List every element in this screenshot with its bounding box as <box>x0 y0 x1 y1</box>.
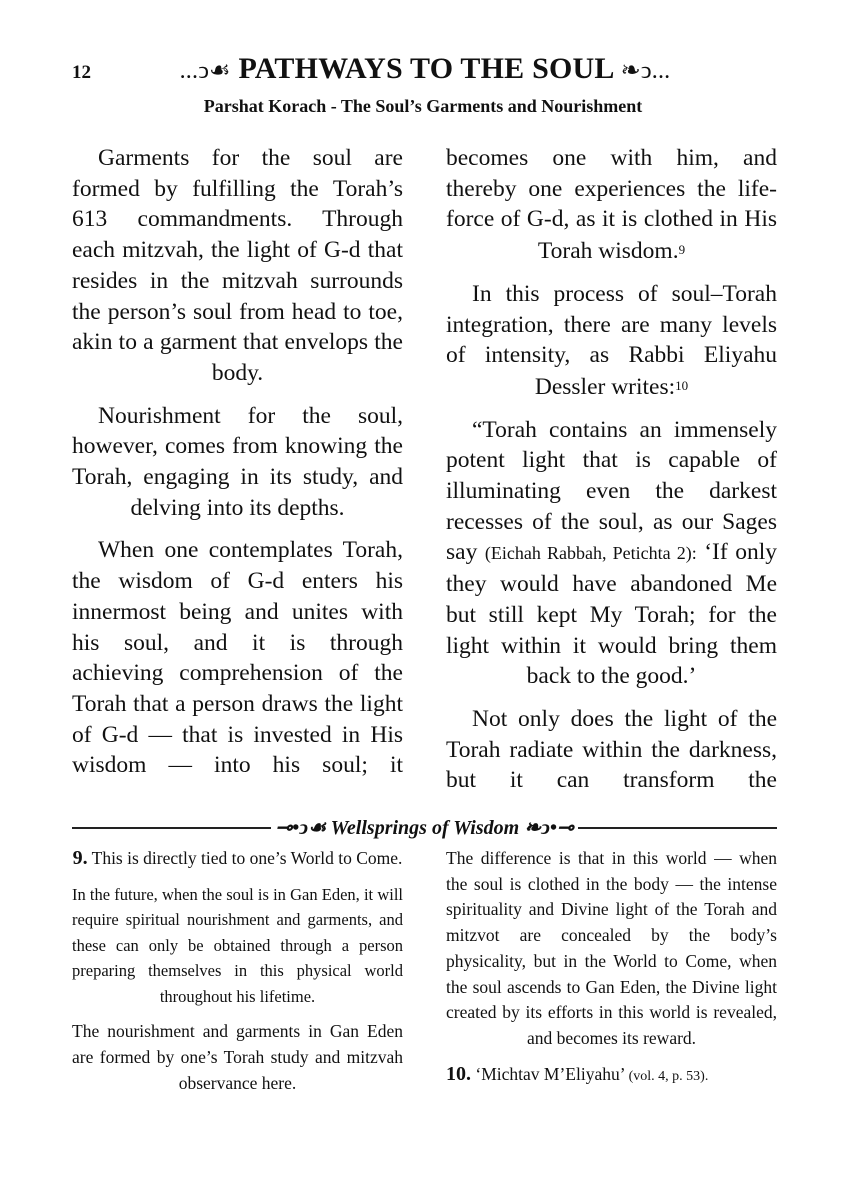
paragraph: Garments for the soul are formed by fulfilling the Torah’s 613 commandments. Through each mitzvah, the light of G-d that resides in the mitzvah surrounds the person’s soul from head to toe, akin to a garment that envelops the body. <box>72 145 403 386</box>
footnote-source: (vol. 4, p. 53). <box>628 1068 709 1084</box>
footnote-ref: 10 <box>675 377 689 393</box>
left-column <box>72 143 403 793</box>
paragraph-text: “Torah contains an immensely potent light that is capable of illuminating even the darkest recesses of the soul, as our Sages say <box>446 416 777 566</box>
footnote-number: 9. <box>72 847 88 869</box>
page-number: 12 <box>72 62 91 83</box>
citation: (Eichah Rabbah, Petichta 2): <box>484 543 697 564</box>
footnote-10 <box>446 1062 777 1090</box>
ornament-right-icon: ❧ↄ... <box>620 58 671 84</box>
paragraph-text: In this process of soul–Torah integration, there are many levels of intensity, as Rabbi Eliyahu Dessler writes: <box>446 280 777 400</box>
footnote-number: 10. <box>446 1062 471 1085</box>
divider-ornament-right-icon: ❧ↄ•⊸ <box>524 817 574 839</box>
divider-ornament-left-icon: ⊸•ↄ☙ <box>275 817 326 839</box>
paragraph-text: becomes one with him, and thereby one experiences the life-force of G-d, as it is clothed in His Torah wisdom. <box>446 145 777 265</box>
footnote-paragraph: The difference is that in this world — when the soul is clothed in the body — the intense spirituality and Divine light of the Torah and mitzvot are concealed by the body’s physicality, but in the World to Come, when the soul ascends to Gan Eden, the Divine light created by its efforts in this world is revealed, and becomes its reward. <box>446 848 777 1048</box>
paragraph: Not only does the light of the Torah radiate within the darkness, but it can transform the <box>446 705 777 794</box>
divider-label: Wellsprings of Wisdom <box>330 817 520 839</box>
book-title: PATHWAYS TO THE SOUL <box>238 52 613 85</box>
paragraph <box>446 279 777 403</box>
paragraph <box>446 143 777 267</box>
footnote-text: This is directly tied to one’s World to Come. <box>91 848 403 868</box>
running-title <box>130 52 720 86</box>
paragraph: Nourishment for the soul, however, comes from knowing the Torah, engaging in its study, and delving into its depths. <box>72 402 403 521</box>
chapter-subtitle: Parshat Korach - The Soul’s Garments and Nourishment <box>203 96 643 116</box>
footnotes-left <box>72 846 403 1106</box>
ornament-left-icon: ...ↄ☙ <box>179 58 231 84</box>
footnote-paragraph: In the future, when the soul is in Gan Eden, it will require spiritual nourishment and garments, and these can only be obtained through a person preparing themselves in this physical world throughout his lifetime. <box>72 884 403 1006</box>
paragraph: When one contemplates Torah, the wisdom of G-d enters his innermost being and unites with his soul, and it is through achieving comprehension of the Torah that a person draws the light of G-d — that is invested in His wisdom — into his soul; it <box>72 537 403 779</box>
footnote-paragraph: The nourishment and garments in Gan Eden are formed by one’s Torah study and mitzvah observance here. <box>72 1021 403 1093</box>
quote-paragraph <box>446 415 777 692</box>
paragraph-text: ‘If only they would have abandoned Me but still kept My Torah; for the light within it would bring them back to the good.’ <box>446 539 777 690</box>
footnote-text: ‘Michtav M’Eliyahu’ <box>475 1063 625 1084</box>
footnotes-right <box>446 846 777 1099</box>
footnote-9 <box>72 846 403 872</box>
right-column <box>446 143 777 808</box>
footnote-divider <box>72 818 777 838</box>
footnote-ref: 9 <box>678 242 686 258</box>
